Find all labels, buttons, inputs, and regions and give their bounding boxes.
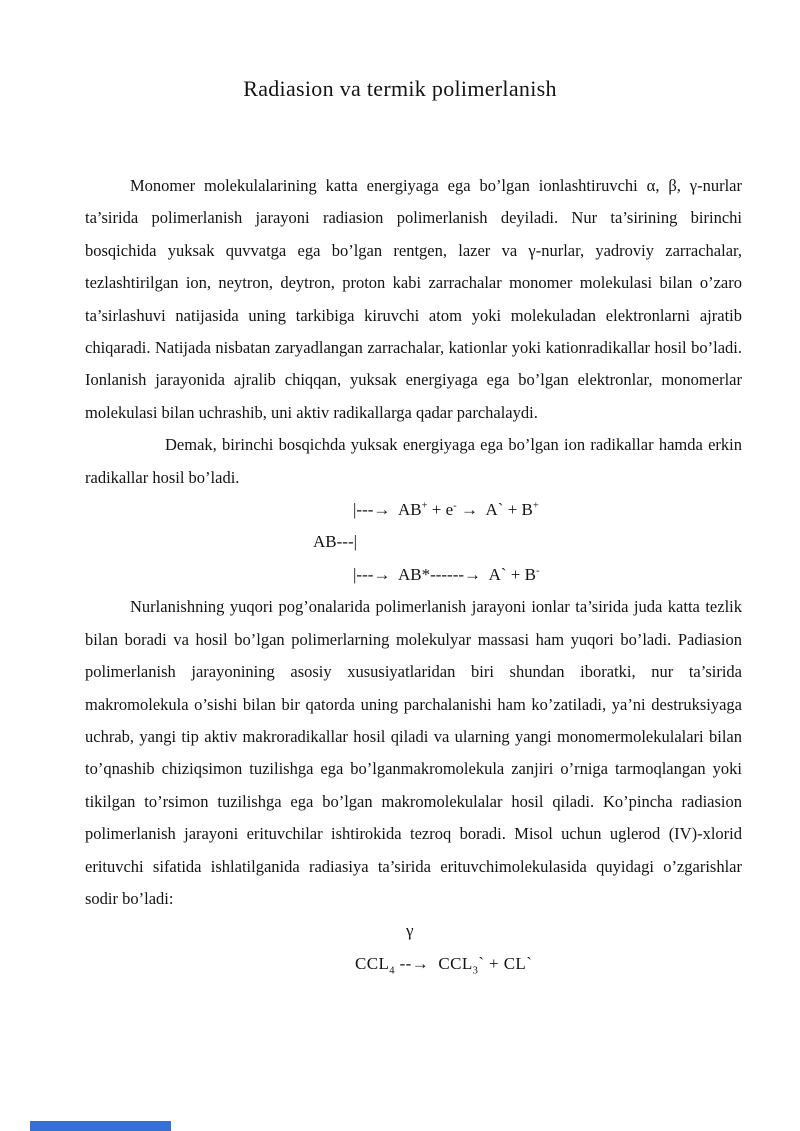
reaction-branch-cation: |---→ AB+ + e- → A` + B+	[353, 500, 539, 520]
document-title: Radiasion va termik polimerlanish	[243, 76, 557, 101]
reaction-root-ab: AB---|	[313, 532, 358, 552]
footer-blue-bar	[30, 1121, 171, 1131]
document-body	[85, 170, 742, 980]
reaction-scheme-ccl4	[85, 915, 742, 980]
gamma-symbol: γ	[406, 921, 414, 941]
ccl4-equation: $CCL_4$ --→ $CCL_3`$ + CL`	[355, 953, 533, 977]
reaction-branch-excited: |---→ AB*------→ A` + B-	[353, 564, 540, 584]
paragraph-intro: Monomer molekulalarining katta energiyaga ega bo’lgan ionlashtiruvchi α, β, γ-nurlar ta’sirida polimerlanish jarayoni radiasion polimerlanish deyiladi. Nur ta’sirining birinchi bosqichida yuksak quvvatga ega bo’lgan rentgen, lazer va γ-nurlar, yadroviy zarrachalar, tezlashtirilgan ion, neytron, deytron, proton kabi zarrachalar monomer molekulasi bilan o’zaro ta’sirlashuvi natijasida uning tarkibiga kiruvchi atom yoki molekuladan elektronlarni ajratib chiqaradi. Natijada nisbatan zaryadlangan zarrachalar, kationlar yoki kationradikallar hosil bo’ladi. Ionlanish jarayonida ajralib chiqqan, yuksak energiyaga ega bo’lgan elektronlar, monomerlar molekulasi bilan uchrashib, uni aktiv radikallarga qadar parchalaydi.	[85, 176, 742, 422]
reaction-scheme-ab	[85, 494, 742, 591]
paragraph-body: Nurlanishning yuqori pog’onalarida polimerlanish jarayoni ionlar ta’sirida juda katta tezlik bilan boradi va hosil bo’lgan polimerlarning molekulyar massasi ham yuqori bo’ladi. Padiasion polimerlanish jarayonining asosiy xususiyatlaridan biri shundan iboratki, nur ta’sirida makromolekula o’sishi bilan bir qatorda uning parchalanishi ham ko’zatiladi, ya’ni destruksiyaga uchrab, yangi tip aktiv makroradikallar hosil qiladi va ularning yangi monomermolekulalari bilan to’qnashib chiziqsimon tuzilishga ega bo’lganmakromolekula zanjiri o’rniga tarmoqlangan yoki tikilgan to’rsimon tuzilishga ega bo’lgan makromolekulalar hosil qiladi. Ko’pincha radiasion polimerlanish jarayoni erituvchilar ishtirokida tezroq boradi. Misol uchun uglerod (IV)-xlorid erituvchi sifatida ishlatilganida radiasiya ta’sirida erituvchimolekulasida quyidagi o’zgarishlar sodir bo’ladi:	[85, 597, 742, 908]
paragraph-demak: Demak, birinchi bosqichda yuksak energiyaga ega bo’lgan ion radikallar hamda erkin radikallar hosil bo’ladi.	[85, 435, 742, 487]
